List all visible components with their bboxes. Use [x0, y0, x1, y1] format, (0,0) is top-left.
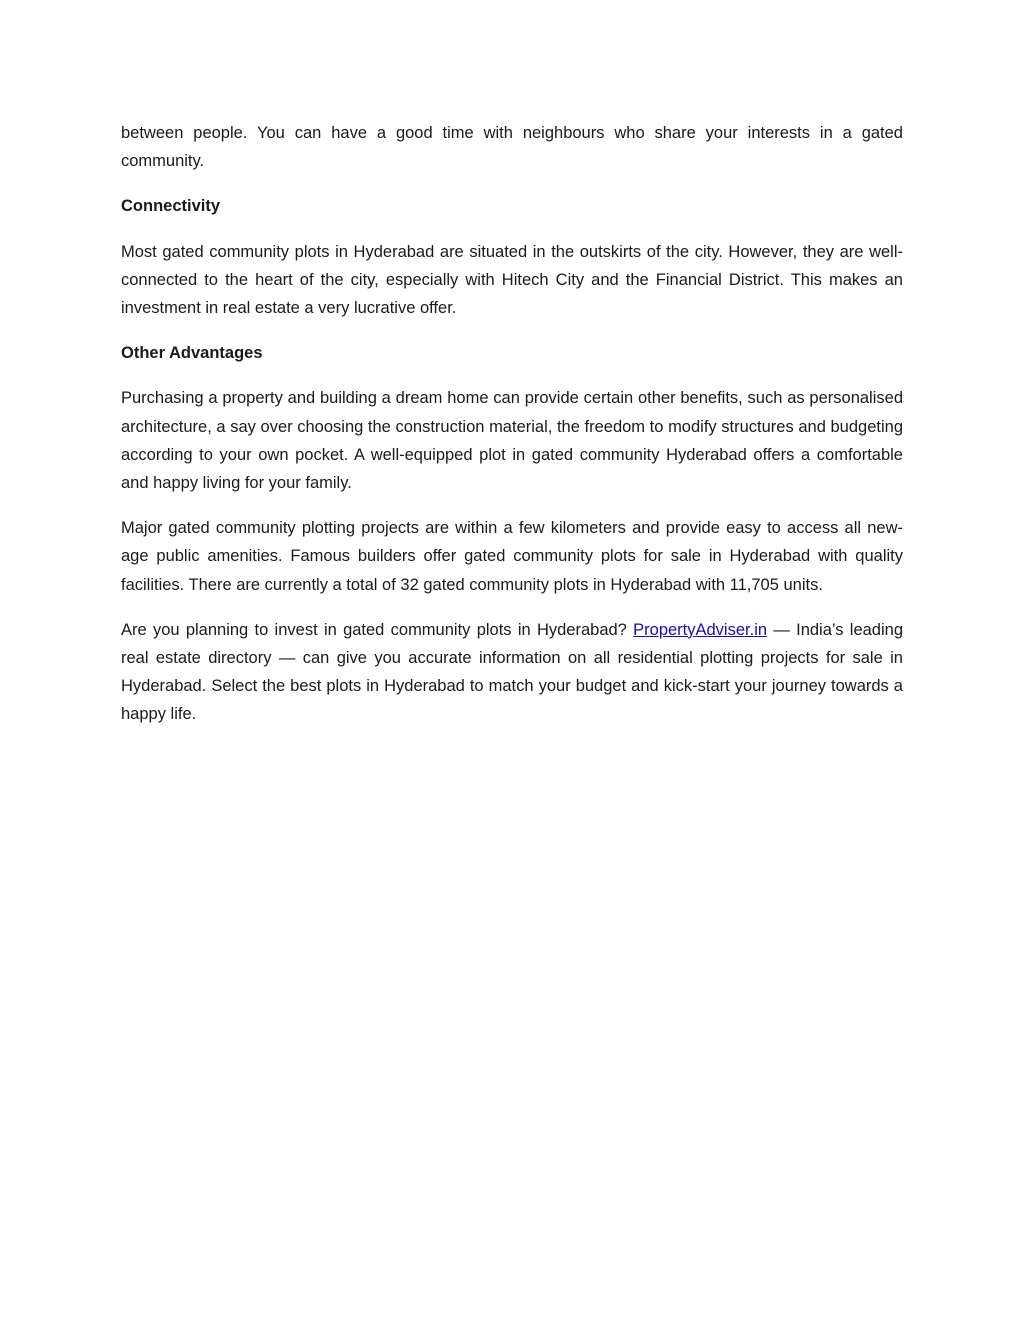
property-adviser-link[interactable]: PropertyAdviser.in [633, 620, 768, 639]
section-heading-other-advantages: Other Advantages [121, 344, 263, 363]
closing-paragraph [121, 616, 903, 729]
connectivity-paragraph: Most gated community plots in Hyderabad are situated in the outskirts of the city. However, they are well-connected to the heart of the city, especially with Hitech City and the Financial District. This makes an investment in real estate a very lucrative offer. [121, 242, 903, 318]
advantages-paragraph-projects: Major gated community plotting projects are within a few kilometers and provide easy to access all new-age public amenities. Famous builders offer gated community plots for sale in Hyderabad with quality facilities. There are currently a total of 32 gated community plots in Hyderabad with 11,705 units. [121, 519, 903, 594]
closing-text-after-link: — India’s leading real estate directory — can give you accurate information on all residential plotting projects for sale in Hyderabad. Select the best plots in Hyderabad to match your budget and kick-start your journey towards a happy life. [121, 620, 904, 724]
advantages-paragraph-benefits: Purchasing a property and building a dream home can provide certain other benefits, such as personalised architecture, a say over choosing the construction material, the freedom to modify structures and budgeting according to your own pocket. A well-equipped plot in gated community Hyderabad offers a comfortable and happy living for your family. [121, 389, 903, 493]
intro-paragraph: between people. You can have a good time with neighbours who share your interests in a gated community. [121, 124, 903, 171]
closing-text-before-link: Are you planning to invest in gated community plots in Hyderabad? [121, 620, 634, 639]
document-page [121, 119, 903, 746]
section-heading-connectivity: Connectivity [121, 197, 221, 216]
